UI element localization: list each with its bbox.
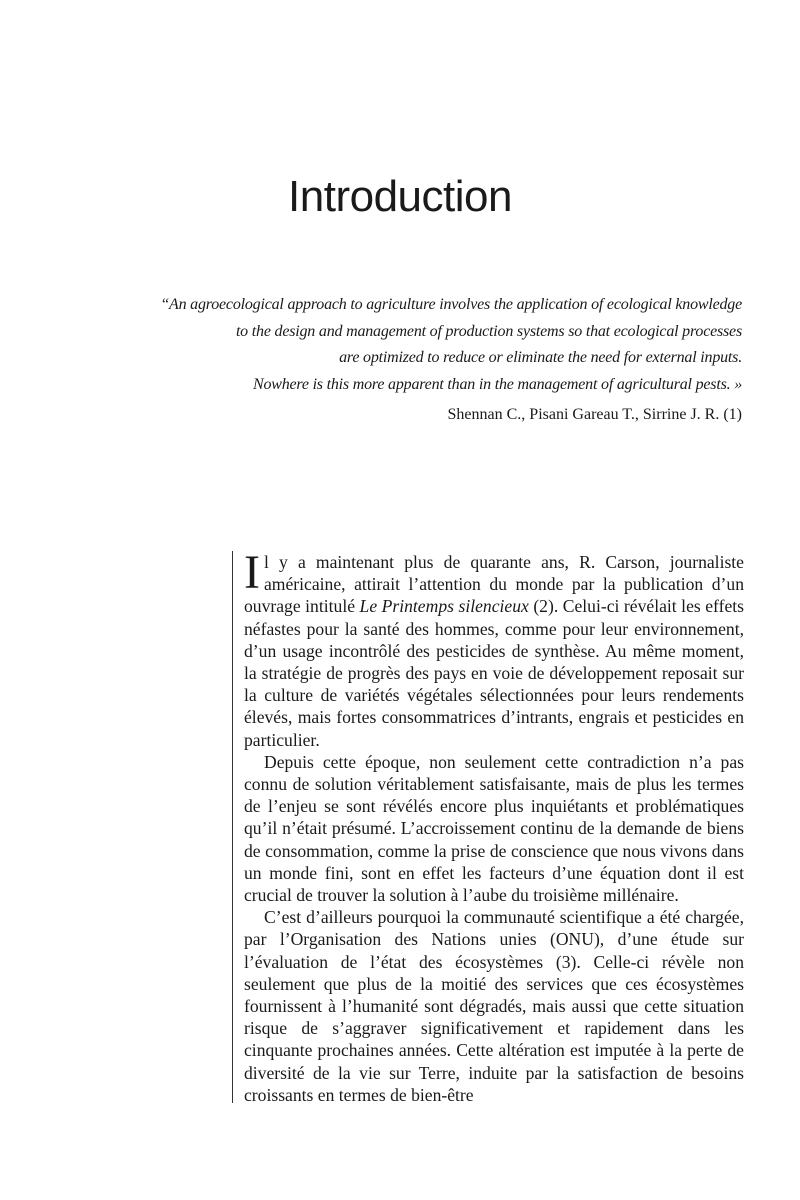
epigraph-line: to the design and management of production systems so that ecological processes (235, 322, 742, 340)
paragraph-3: C’est d’ailleurs pourquoi la communauté scientifique a été chargée, par l’Organisation des Nations unies (ONU), d’une étude sur l’évaluation de l’état des écosystèmes (3). Celle-ci révèle non seulement que plus de la moitié des services que ces écosystèmes fournissent à l’humanité sont dégradés, mais aussi que cette situation risque de s’aggraver significativement et rapidement dans les cinquante prochaines années. Cette altération est imputée à la perte de diversité de la vie sur Terre, induite par la satisfaction de besoins croissants en termes de bien-être (244, 907, 744, 1105)
epigraph-line: are optimized to reduce or eliminate the need for external inputs. (339, 349, 742, 366)
paragraph-1-text-b: (2). Celui-ci révélait les effets néfastes pour la santé des hommes, comme pour leur environnement, d’un usage incontrôlé des pesticides de synthèse. Au même moment, la stratégie de progrès des pays en voie de développement reposait sur la culture de variétés végétales sélectionnées pour leurs rendements élevés, mais fortes consommatrices d’intrants, engrais et pesticides en particulier. (244, 596, 744, 750)
margin-rule (232, 551, 233, 1103)
page-title: Introduction (288, 172, 512, 221)
epigraph-quote (102, 292, 742, 398)
paragraph-1 (244, 546, 744, 751)
epigraph-line: “An agroecological approach to agriculture involves the application of ecological knowledge (160, 296, 742, 313)
epigraph-attribution: Shennan C., Pisani Gareau T., Sirrine J. R. (1) (447, 406, 742, 423)
book-title: Le Printemps silencieux (359, 596, 529, 617)
paragraph-2: Depuis cette époque, non seulement cette contradiction n’a pas connu de solution véritablement satisfaisante, mais de plus les termes de l’enjeu se sont révélés encore plus inquiétants et problématiques qu’il n’était présumé. L’accroissement continu de la demande de biens de consommation, comme la prise de conscience que nous vivons dans un monde fini, sont en effet les facteurs d’une équation dont il est crucial de trouver la solution à l’aube du troisième millénaire. (244, 751, 744, 906)
body-text (244, 546, 744, 1106)
epigraph-line: Nowhere is this more apparent than in the management of agricultural pests. » (252, 375, 742, 393)
paragraph-1-text-a: l y a maintenant plus de quarante ans, R. Carson, journaliste américaine, attirait l’attention du monde par la publication d’un ouvrage intitulé (244, 552, 744, 617)
drop-cap: I (244, 546, 260, 599)
